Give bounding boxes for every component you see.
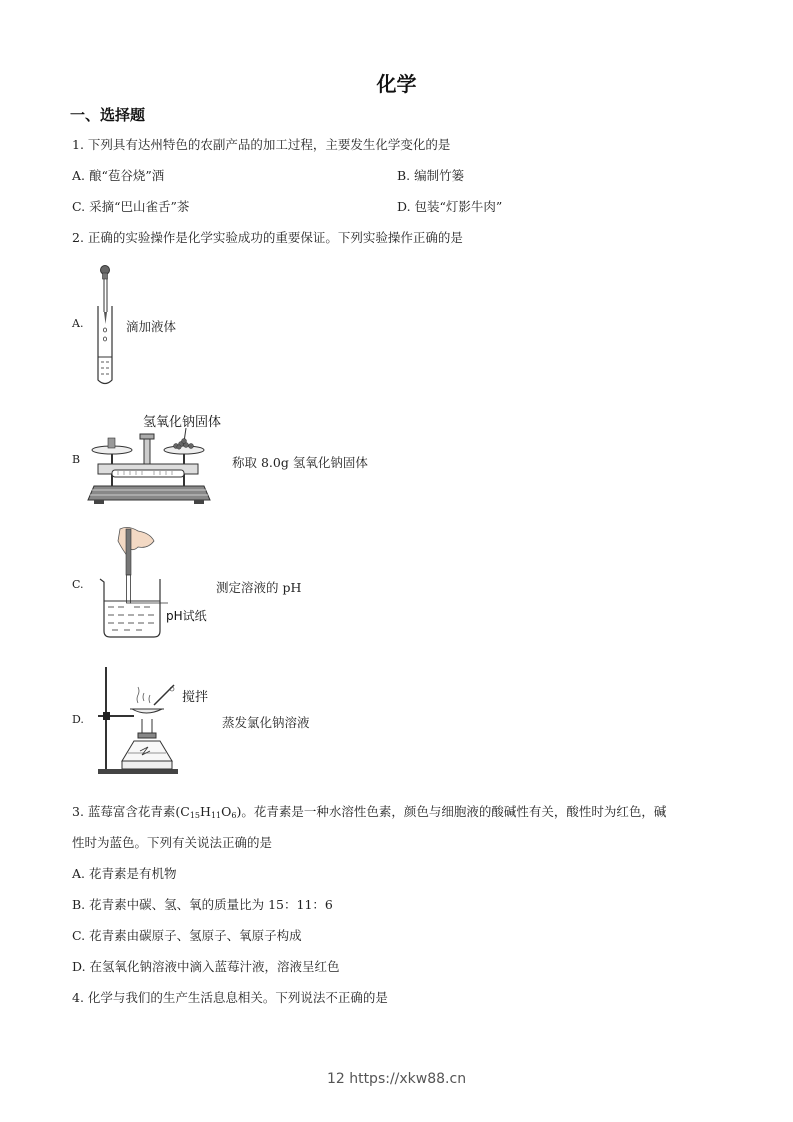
question-3-stem-line-2: 性时为蓝色。下列有关说法正确的是 xyxy=(72,835,273,850)
dropper-test-tube-figure xyxy=(92,262,122,388)
question-2-stem: 2. 正确的实验操作是化学实验成功的重要保证。下列实验操作正确的是 xyxy=(72,230,463,245)
formula-h: H xyxy=(200,804,211,819)
question-1-option-b: B. 编制竹篓 xyxy=(397,168,465,183)
question-3-option-a: A. 花青素是有机物 xyxy=(72,866,177,881)
formula-subscript-c: 15 xyxy=(189,811,201,820)
formula-prefix: 3. 蓝莓富含花青素(C xyxy=(72,804,190,819)
stir-figure-label: 搅拌 xyxy=(182,690,209,705)
question-3-option-d: D. 在氢氧化钠溶液中滴入蓝莓汁液，溶液呈红色 xyxy=(72,959,340,974)
page-title: 化学 xyxy=(376,72,417,96)
balance-scale-figure xyxy=(84,428,214,506)
question-3-option-b: B. 花青素中碳、氢、氧的质量比为 15：11：6 xyxy=(72,897,333,912)
question-1-stem: 1. 下列具有达州特色的农副产品的加工过程，主要发生化学变化的是 xyxy=(72,137,451,152)
question-1-option-c: C. 采摘“巴山雀舌”茶 xyxy=(72,199,190,214)
question-4-stem: 4. 化学与我们的生产生活息息相关。下列说法不正确的是 xyxy=(72,990,388,1005)
formula-subscript-o: 6 xyxy=(231,811,237,820)
evaporation-setup-figure xyxy=(98,663,182,775)
question-2-option-d-key: D. xyxy=(72,713,84,726)
question-3-option-c: C. 花青素由碳原子、氢原子、氧原子构成 xyxy=(72,928,302,943)
question-2-option-c-key: C. xyxy=(72,578,84,591)
question-1-option-a: A. 酿“苞谷烧”酒 xyxy=(72,168,165,183)
question-2-option-c-text: 测定溶液的 pH xyxy=(216,580,302,595)
question-2-option-b-text: 称取 8.0g 氢氧化钠固体 xyxy=(232,455,368,470)
balance-figure-label: 氢氧化钠固体 xyxy=(143,415,222,430)
formula-suffix: )。花青素是一种水溶性色素，颜色与细胞液的酸碱性有关，酸性时为红色，碱 xyxy=(236,804,667,819)
footer-page-info: 12 https://xkw88.cn xyxy=(326,1071,467,1087)
beaker-ph-paper-figure xyxy=(98,527,168,639)
section-heading: 一、选择题 xyxy=(70,106,146,124)
question-3-stem-line-1 xyxy=(72,802,666,820)
formula-o: O xyxy=(221,804,232,819)
question-2-option-d-text: 蒸发氯化钠溶液 xyxy=(222,715,310,730)
formula-subscript-h: 11 xyxy=(210,811,222,820)
ph-paper-figure-label: pH试纸 xyxy=(166,609,207,623)
question-2-option-b-key: B xyxy=(72,453,81,466)
question-2-option-a-key: A. xyxy=(72,317,84,330)
question-2-option-a-text: 滴加液体 xyxy=(126,319,177,334)
question-1-option-d: D. 包装“灯影牛肉” xyxy=(397,199,503,214)
